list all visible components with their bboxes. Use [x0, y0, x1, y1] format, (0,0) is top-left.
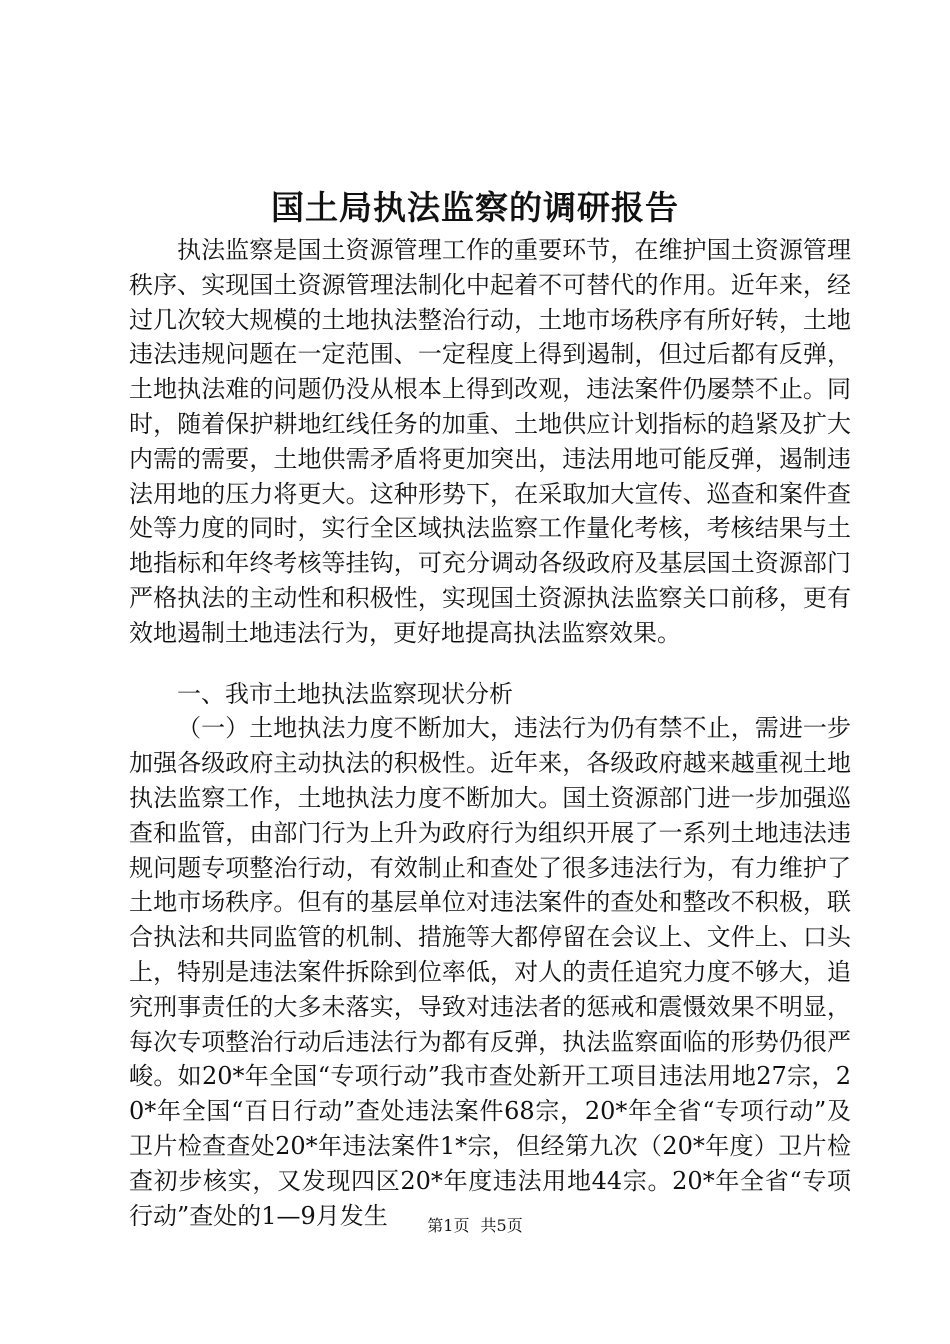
- page-total: 共5页: [480, 1216, 523, 1235]
- page-footer: [0, 1214, 950, 1238]
- page-number: 第1页: [427, 1216, 470, 1235]
- intro-paragraph: 执法监察是国土资源管理工作的重要环节，在维护国土资源管理秩序、实现国土资源管理法制化中起着不可替代的作用。近年来，经过几次较大规模的土地执法整治行动，土地市场秩序有所好转，土地违法违规问题在一定范围、一定程度上得到遏制，但过后都有反弹，土地执法难的问题仍没从根本上得到改观，违法案件仍屡禁不止。同时，随着保护耕地红线任务的加重、土地供应计划指标的趋紧及扩大内需的需要，土地供需矛盾将更加突出，违法用地可能反弹，遏制违法用地的压力将更大。这种形势下，在采取加大宣传、巡查和案件查处等力度的同时，实行全区域执法监察工作量化考核，考核结果与土地指标和年终考核等挂钩，可充分调动各级政府及基层国土资源部门严格执法的主动性和积极性，实现国土资源执法监察关口前移，更有效地遏制土地违法行为，更好地提高执法监察效果。: [129, 236, 851, 647]
- document-title: 国土局执法监察的调研报告: [271, 188, 679, 227]
- section-heading: 一、我市土地执法监察现状分析: [177, 679, 513, 708]
- document-body: [129, 233, 851, 1233]
- section-paragraph: （一）土地执法力度不断加大，违法行为仍有禁不止，需进一步加强各级政府主动执法的积极性。近年来，各级政府越来越重视土地执法监察工作，土地执法力度不断加大。国土资源部门进一步加强巡查和监管，由部门行为上升为政府行为组织开展了一系列土地违法违规问题专项整治行动，有效制止和查处了很多违法行为，有力维护了土地市场秩序。但有的基层单位对违法案件的查处和整改不积极，联合执法和共同监管的机制、措施等大都停留在会议上、文件上、口头上，特别是违法案件拆除到位率低，对人的责任追究力度不够大，追究刑事责任的大多未落实，导致对违法者的惩戒和震慑效果不明显，每次专项整治行动后违法行为都有反弹，执法监察面临的形势仍很严峻。如20*年全国“专项行动”我市查处新开工项目违法用地27宗，20*年全国“百日行动”查处违法案件68宗，20*年全省“专项行动”及卫片检查查处20*年违法案件1*宗，但经第九次（20*年度）卫片检查初步核实，又发现四区20*年度违法用地44宗。20*年全省“专项行动”查处的1—9月发生: [129, 714, 851, 1230]
